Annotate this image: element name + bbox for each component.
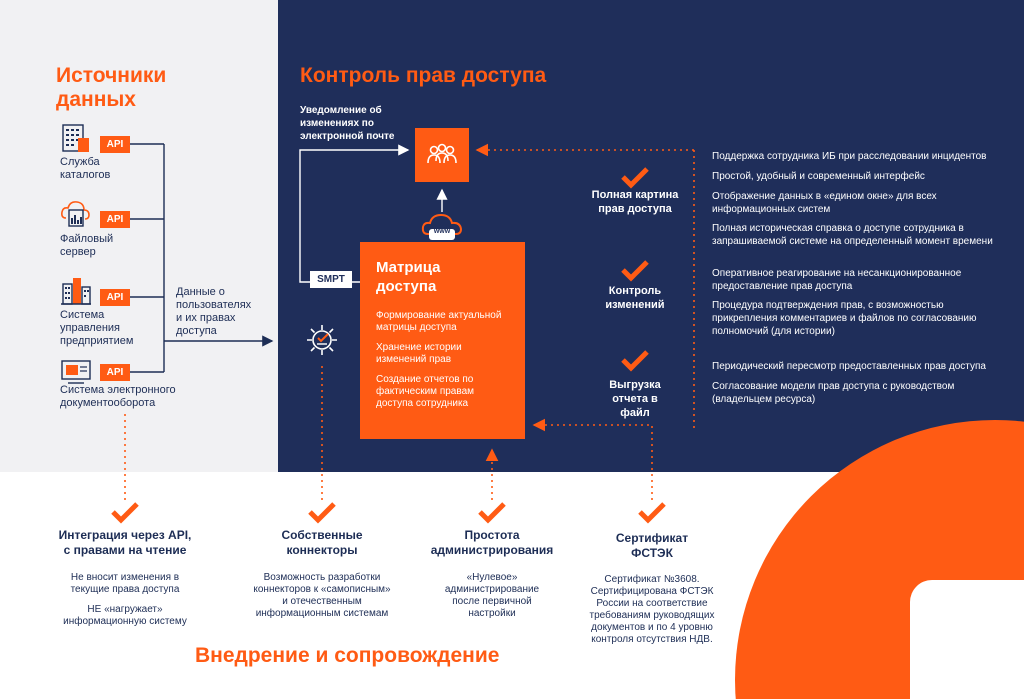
detail-item: Оперативное реагирование на несанкционированное предоставление прав доступа [712,268,962,292]
impl-fstec-text: Сертификат №3608. Сертифицирована ФСТЭК России на соответствие требованиям руководящих документов и по 4 уровню контроля отсутствия НДВ. [589,574,715,645]
enterprise-icon [60,276,92,311]
source-label-catalog: Служба каталогов [60,156,111,181]
detail-item: Периодический пересмотр предоставленных прав доступа [712,361,986,372]
detail-item: Поддержка сотрудника ИБ при расследовании инцидентов [712,151,987,162]
source-label-enterprise: Система управления предприятием [60,309,134,347]
api-badge: API [100,136,130,153]
source-label-file-server: Файловый сервер [60,233,114,258]
impl-api-title: Интеграция через API, с правами на чтение [58,528,192,557]
impl-connectors-text: Возможность разработки коннекторов к «самописным» и отечественным информационным системам [253,572,391,619]
flow-label: Данные о пользователях и их правах доступа [176,286,252,337]
check-icon [307,500,337,524]
check-icon [620,348,650,372]
impl-connectors-title: Собственные коннекторы [281,528,363,557]
matrix-item: Создание отчетов по фактическим правам доступа сотрудника [376,374,475,409]
gear-icon [305,323,339,362]
matrix-item: Хранение истории изменений прав [376,342,462,365]
www-label: www [433,228,451,235]
detail-item: Полная историческая справка о доступе сотрудника в запрашиваемой системе на определенный момент времени [712,223,993,247]
check-icon [637,500,667,524]
impl-admin-title: Простота администрирования [430,528,554,557]
check-icon [477,500,507,524]
implementation-title: Внедрение и сопровождение [195,644,500,667]
detail-item: Согласование модели прав доступа с руководством (владельцем ресурса) [712,381,955,405]
matrix-title: Матрица доступа [376,259,441,295]
detail-item: Процедура подтверждения прав, с возможностью прикрепления комментариев и файлов по согласованию полномочий (для истории) [712,300,977,337]
smpt-badge: SMPT [310,271,352,288]
check-icon [620,165,650,189]
check-icon [620,258,650,282]
source-label-edms: Система электронного документооборота [60,384,176,409]
users-icon [425,143,459,167]
file-server-icon [60,198,92,233]
notify-label: Уведомление об изменениях по электронной почте [300,105,395,142]
impl-admin-text: «Нулевое» администрирование после первичной настройки [444,572,540,619]
detail-item: Простой, удобный и современный интерфейс [712,171,925,182]
api-badge: API [100,211,130,228]
users-notification-box [415,128,469,182]
access-matrix-box [360,242,525,439]
sources-title: Источники данных [56,64,167,111]
feature-change-control: Контроль изменений [605,285,665,311]
api-badge: API [100,364,130,381]
check-icon [110,500,140,524]
feature-report-export: Выгрузка отчета в файл [609,379,661,419]
impl-api-text: Не вносит изменения в текущие права доступа НЕ «нагружает» информационную систему [63,572,187,627]
api-badge: API [100,289,130,306]
detail-item: Отображение данных в «едином окне» для всех информационных систем [712,191,937,215]
impl-fstec-title: Сертификат ФСТЭК [615,531,689,560]
control-title: Контроль прав доступа [300,64,547,87]
feature-full-picture: Полная картина прав доступа [591,189,679,215]
catalog-icon [60,124,92,159]
matrix-item: Формирование актуальной матрицы доступа [376,310,502,333]
